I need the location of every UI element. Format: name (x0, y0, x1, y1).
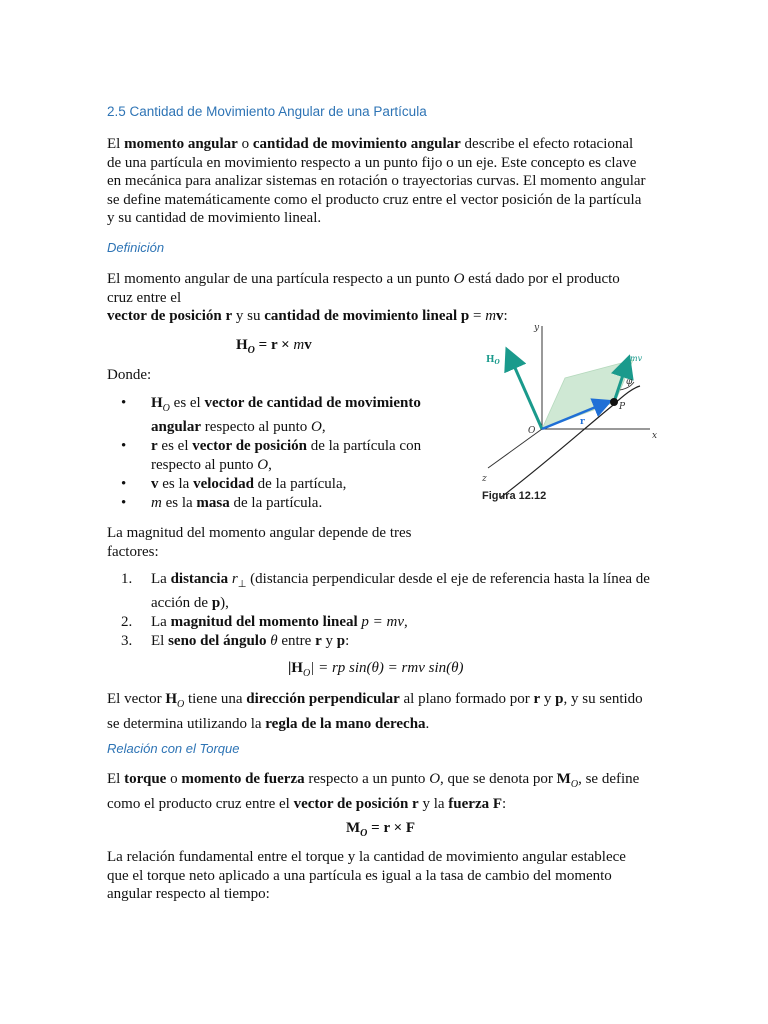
f2-bold: seno del ángulo (168, 633, 267, 649)
b0-text3: , (321, 419, 326, 435)
f2-text4: y (321, 633, 337, 649)
f2-text: El (151, 633, 169, 649)
def-term-p: cantidad de movimiento lineal p (264, 308, 470, 324)
tq-text5: , se define como el producto cruz entre el (107, 771, 640, 812)
list-item (107, 613, 657, 632)
vp-text5: , y su sentido se determina utilizando la (107, 691, 643, 732)
tq-text7: : (502, 795, 507, 812)
eq3-sub: O (360, 828, 368, 839)
eq1-m: m (293, 337, 305, 353)
intro-text: describe el efecto rotacional de una partícula en movimiento respecto a un punto fijo o un eje. Este concepto es clave en mecánica para analizar sistemas en rotación o trayectorias curvas. El momento angular se define matemáticamente como el producto cruz entre el vector posición de la partícula y su cantidad de movimiento lineal. (107, 136, 646, 226)
eq3-rest: = r × F (367, 820, 416, 836)
list-item (107, 632, 657, 651)
f0-bold: distancia (170, 571, 229, 587)
b2-text: es la (158, 476, 194, 492)
b0-text: es el (169, 395, 205, 411)
b3-text2: de la partícula. (229, 495, 323, 511)
label-r: r (580, 417, 585, 427)
b3-it: m (151, 495, 162, 511)
b2-bold: velocidad (193, 476, 254, 492)
tq-bold3: vector de posición r (293, 795, 419, 812)
tq-bold4: fuerza F (448, 795, 503, 812)
b0-text2: respecto al punto (201, 419, 311, 435)
b1-it: O (257, 457, 269, 473)
tq-text4: , que se denota por (440, 771, 557, 787)
b1-text2: de la partícula con respecto al punto (151, 438, 422, 473)
f1-bold: magnitud del momento lineal (170, 614, 358, 630)
eq1-H: H (236, 337, 248, 353)
tq-bold2: momento de fuerza (181, 771, 305, 787)
eq1-v: v (304, 337, 312, 353)
f1-it: p = mv (361, 614, 405, 630)
f0-sub: ⊥ (237, 579, 247, 590)
intro-text: o (237, 136, 253, 152)
magnitud-paragraph: La magnitud del momento angular depende de tres factores: (107, 525, 412, 560)
label-x: x (652, 431, 658, 441)
tq-bold: torque (124, 771, 167, 787)
tq-text3: respecto a un punto (304, 771, 430, 787)
def-v: v (496, 308, 504, 324)
label-phi: φ (626, 377, 633, 387)
tq-M: M (556, 771, 571, 787)
def-m: m (485, 308, 497, 324)
bullet-dot: • (121, 395, 127, 411)
intro-term-momento: momento angular (124, 136, 238, 152)
f2-bold3: p (336, 633, 346, 649)
eq2-H: |H (288, 660, 303, 676)
f2-it: θ (270, 633, 278, 649)
particle-point (610, 398, 618, 406)
rp-plane (542, 360, 633, 429)
eq2-sub: O (302, 668, 311, 679)
vector-paragraph (107, 690, 647, 733)
bullet-dot: • (121, 495, 127, 511)
f0-text3: (distancia perpendicular desde el eje de referencia hasta la línea de acción de (151, 571, 650, 611)
vp-text: El vector (107, 691, 166, 707)
bullet-dot: • (121, 476, 127, 492)
f0-it: r (231, 571, 238, 587)
b0-term: H (151, 395, 163, 411)
vp-p: p (555, 691, 564, 707)
factors-list (107, 570, 657, 651)
b0-sub: O (162, 403, 170, 414)
eq1-sub: O (247, 345, 255, 356)
b0-bold: vector de cantidad de movimiento angular (151, 395, 421, 435)
label-H-text: H (486, 355, 495, 365)
f0-text: La (151, 571, 171, 587)
label-origin: O (528, 426, 536, 436)
b1-text: es el (157, 438, 193, 454)
tq-sub: O (570, 779, 579, 790)
tq-text: El (107, 771, 125, 787)
b1-text3: , (268, 457, 272, 473)
tq-text6: y la (418, 795, 449, 812)
angular-momentum-vector (508, 352, 542, 429)
list-item (107, 394, 457, 437)
label-mv: mv (630, 354, 643, 363)
f2-bold2: r (315, 633, 322, 649)
torque-paragraph (107, 770, 647, 813)
section-heading: 2.5 Cantidad de Movimiento Angular de una Partícula (107, 104, 427, 119)
def-text: está dado por el producto cruz entre el (107, 271, 620, 306)
list-item (107, 437, 457, 475)
b2-text2: de la partícula, (253, 476, 347, 492)
def-text: y su (232, 308, 265, 324)
vp-bold: dirección perpendicular (246, 691, 400, 707)
list-item (107, 475, 457, 494)
intro-paragraph (107, 135, 647, 228)
list-number: 2. (121, 614, 133, 630)
tq-text2: o (166, 771, 182, 787)
f0-text4: ), (220, 595, 229, 611)
list-item (107, 494, 457, 513)
torque-heading: Relación con el Torque (107, 741, 240, 756)
list-number: 1. (121, 571, 133, 587)
intro-term-cantidad: cantidad de movimiento angular (252, 136, 461, 152)
f2-text5: : (345, 633, 350, 649)
eq3-M: M (346, 820, 361, 836)
label-y: y (534, 323, 540, 333)
donde-label: Donde: (107, 367, 152, 383)
def-text: = (469, 308, 486, 324)
intro-text: El (107, 136, 125, 152)
b3-text: es la (161, 495, 197, 511)
f1-text: La (151, 614, 171, 630)
def-text: : (503, 308, 508, 324)
angular-momentum-diagram (470, 318, 670, 508)
b1-bold: vector de posición (192, 438, 307, 454)
list-item (107, 570, 657, 613)
equation-torque (346, 820, 415, 839)
vp-bold2: regla de la mano derecha (265, 715, 426, 732)
vp-text3: al plano formado por (399, 691, 534, 707)
vp-text4: y (540, 691, 556, 707)
b2-term: v (151, 476, 159, 492)
vp-H: H (165, 691, 177, 707)
def-term-r: vector de posición r (107, 308, 233, 324)
eq1-rest: = r × (254, 337, 294, 353)
equation-angular-momentum (236, 337, 312, 356)
label-H-sub: O (494, 359, 500, 366)
f1-text3: , (404, 614, 408, 630)
definicion-heading: Definición (107, 240, 165, 255)
vp-sub: O (176, 699, 185, 710)
b0-it: O (310, 419, 322, 435)
bullet-dot: • (121, 438, 127, 454)
b3-bold: masa (196, 495, 230, 511)
vp-text6: . (425, 715, 430, 732)
final-paragraph: La relación fundamental entre el torque y la cantidad de movimiento angular establece que el torque neto aplicado a una partícula es igual a la tasa de cambio del momento angular respecto al tiempo: (107, 849, 626, 902)
b1-term: r (151, 438, 158, 454)
figure-caption: Figura 12.12 (482, 490, 547, 502)
label-P: P (619, 402, 626, 412)
vp-r: r (533, 691, 541, 707)
def-text: El momento angular de una partícula respecto a un punto (107, 271, 454, 287)
label-z: z (482, 474, 487, 484)
tq-it: O (429, 771, 441, 787)
label-H (486, 355, 501, 366)
figure-12-12 (470, 318, 670, 508)
eq2-rest: | = rp sin(θ) = rmv sin(θ) (310, 660, 464, 676)
vp-text2: tiene una (184, 691, 247, 707)
definitions-list (107, 394, 457, 513)
def-point: O (453, 271, 465, 287)
f0-bold2: p (211, 595, 221, 611)
equation-magnitude (288, 660, 463, 679)
f2-text3: entre (277, 633, 316, 649)
list-number: 3. (121, 633, 133, 649)
